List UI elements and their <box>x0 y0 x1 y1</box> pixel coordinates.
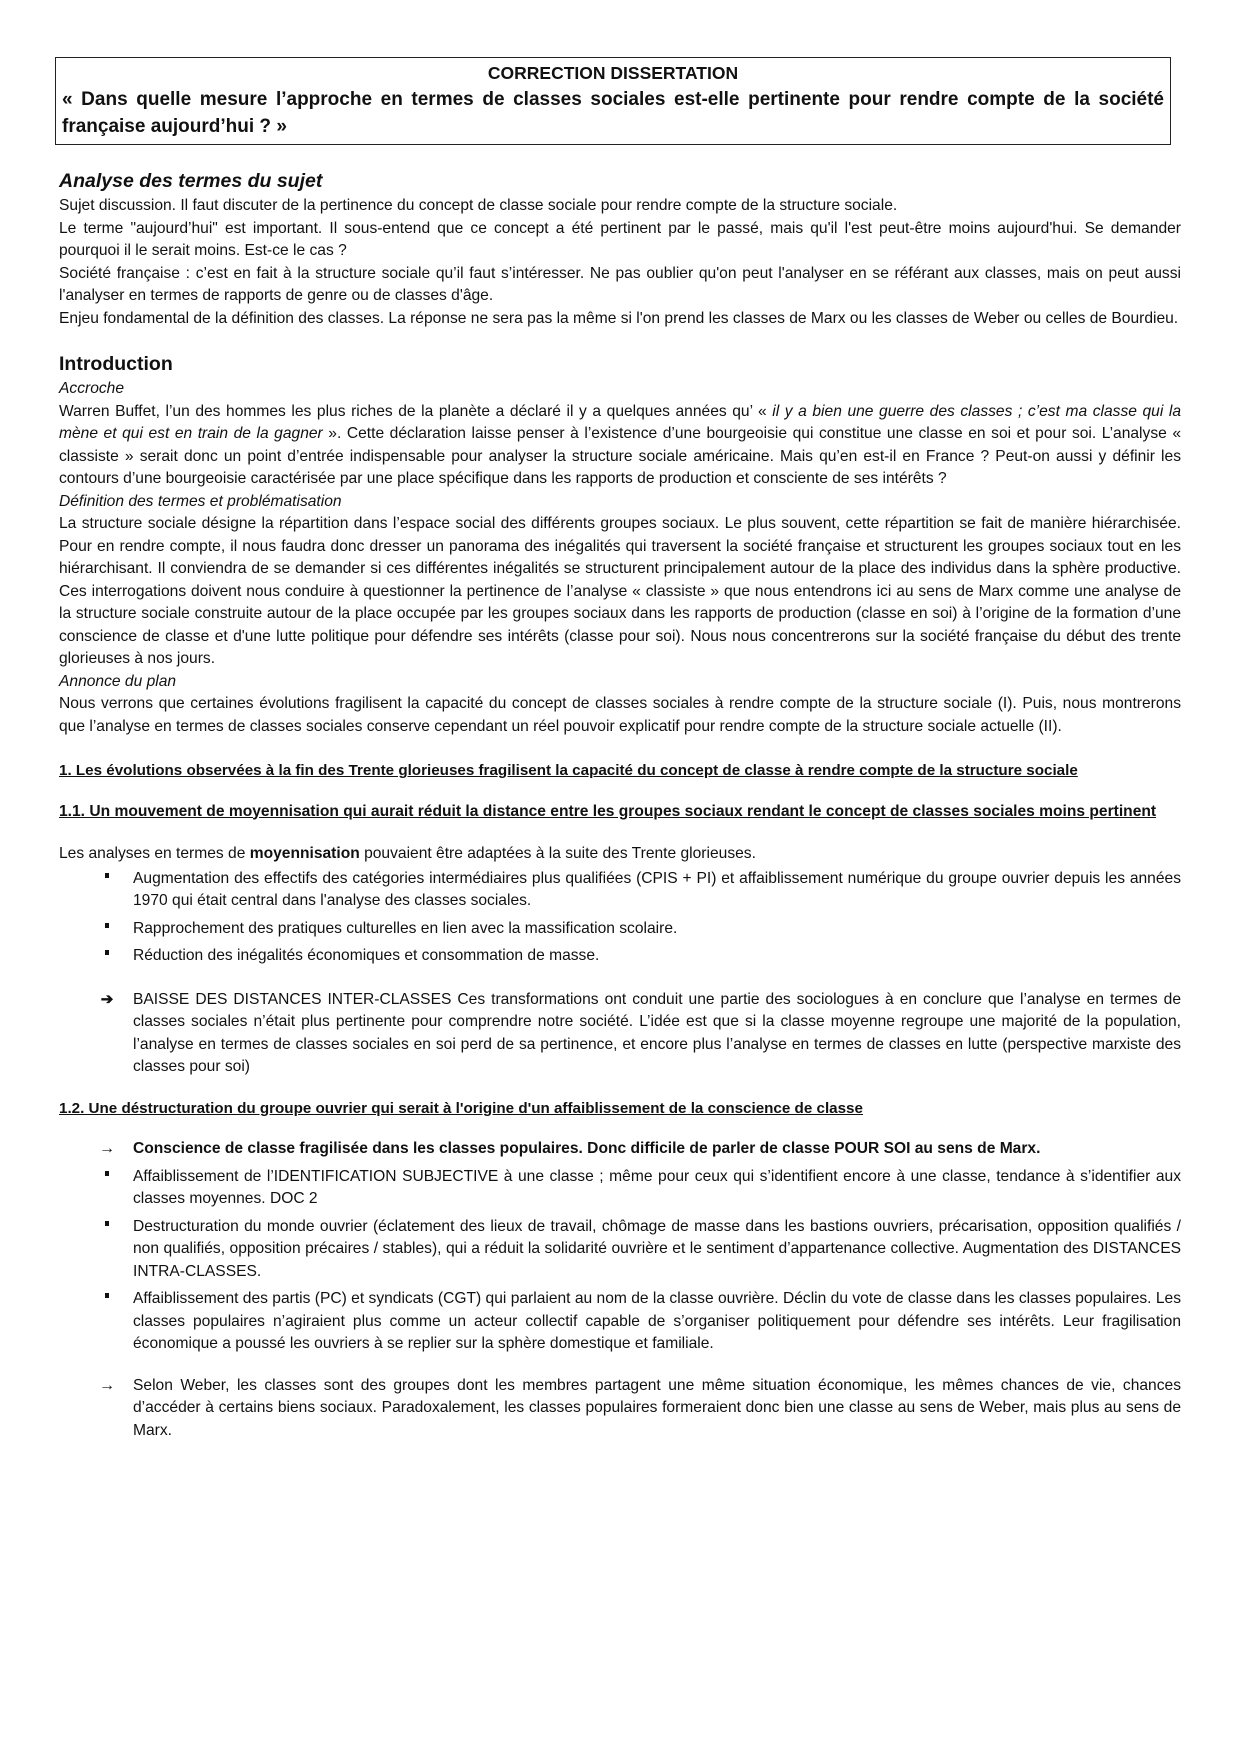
bullet-text: Affaiblissement de l’IDENTIFICATION SUBJECTIVE à une classe ; même pour ceux qui s’identifient encore à une classe, tendance à s’identifier aux classes moyennes. DOC 2 <box>133 1167 1181 1207</box>
square-bullet-icon <box>97 1166 117 1189</box>
lead-item <box>59 1138 1181 1161</box>
analyse-paragraph: Sujet discussion. Il faut discuter de la pertinence du concept de classe sociale pour rendre compte de la structure sociale. <box>59 197 898 214</box>
definition-label: Définition des termes et problématisation <box>59 492 342 510</box>
destructuration-bullets <box>59 1166 1181 1356</box>
conclusion-text: BAISSE DES DISTANCES INTER-CLASSES Ces transformations ont conduit une partie des sociologues à en conclure que l’analyse en termes de classes sociales n’était plus pertinente pour comprendre notre société. L’idée est que si la classe moyenne regroupe une majorité de la population, l’analyse en termes de classes sociales en soi perd de sa pertinence, et encore plus l’analyse en termes de classes en lutte (perspective marxiste des classes pour soi) <box>133 990 1181 1075</box>
conclusion-item <box>59 989 1181 1079</box>
list-item <box>59 918 1181 941</box>
dissertation-question: « Dans quelle mesure l’approche en termes de classes sociales est-elle pertinente pour rendre compte de la société française aujourd’hui ? » <box>62 89 1164 137</box>
square-bullet-icon <box>97 1216 117 1239</box>
plan-paragraph: Nous verrons que certaines évolutions fragilisent la capacité du concept de classes sociales à rendre compte de la structure sociale (I). Puis, nous montrerons que l’analyse en termes de classes sociales conserve cependant un réel pouvoir explicatif pour rendre compte de la structure sociale actuelle (II). <box>59 695 1181 735</box>
weber-text: Selon Weber, les classes sont des groupes dont les membres partagent une même situation économique, les mêmes chances de vie, chances d’accéder à certains biens sociaux. Paradoxalement, les classes populaires formeraient donc bien une classe au sens de Weber, mais plus au sens de Marx. <box>133 1376 1181 1439</box>
square-bullet-icon <box>97 918 117 941</box>
bullet-text: Destructuration du monde ouvrier (éclatement des lieux de travail, chômage de masse dans les bastions ouvriers, précarisation, opposition qualifiés / non qualifiés, opposition précaires / stables), qui a réduit la solidarité ouvrière et le sentiment d’appartenance collective. Augmentation des DISTANCES INTRA-CLASSES. <box>133 1217 1181 1280</box>
definition-paragraph: La structure sociale désigne la répartition dans l’espace social des différents groupes sociaux. Le plus souvent, cette répartition se fait de manière hiérarchisée. Pour en rendre compte, il nous faudra donc dresser un panorama des inégalités qui traversent la société française et structurent les groupes sociaux tout en les hiérarchisant. Il conviendra de se demander si ces différentes inégalités se structurent principalement autour de la place des individus dans la sphère productive. Ces interrogations doivent nous conduire à questionner la pertinence de l’analyse « classiste » que nous entendrons ici au sens de Marx comme une analyse de la structure sociale construite autour de la place occupée par les groupes sociaux dans les rapports de production (classe en soi) à l’origine de la formation d’une conscience de classe et d'une lutte politique pour défendre ses intérêts (classe pour soi). Nous nous concentrerons sur la société française du début des trente glorieuses à nos jours. <box>59 515 1181 667</box>
square-bullet-icon <box>97 868 117 891</box>
bullet-text: Affaiblissement des partis (PC) et syndicats (CGT) qui parlaient au nom de la classe ouvrière. Déclin du vote de classe dans les classes populaires. Les classes populaires n’agiraient plus comme un acteur collectif capable de s’organiser politiquement pour défendre ses intérêts. Leur fragilisation économique a poussé les ouvriers à se replier sur la sphère domestique et familiale. <box>133 1290 1181 1352</box>
square-bullet-icon <box>97 1288 117 1311</box>
arrow-icon: → <box>99 1376 115 1394</box>
square-bullet-icon <box>97 945 117 968</box>
moyennisation-term: moyennisation <box>249 845 360 862</box>
analyse-paragraph: Le terme "aujourd’hui" est important. Il sous-entend que ce concept a été pertinent par le passé, mais qu'il l'est peut-être moins aujourd'hui. Se demander pourquoi il le serait moins. Est-ce le cas ? <box>59 219 1181 259</box>
moyennisation-bullets <box>59 868 1181 968</box>
part1-heading: 1. Les évolutions observées à la fin des Trente glorieuses fragilisent la capacité du concept de classe à rendre compte de la structure sociale <box>59 762 1078 779</box>
moyennisation-intro <box>59 843 1181 866</box>
intro-text: Les analyses en termes de <box>59 845 250 862</box>
plan-label: Annonce du plan <box>59 672 177 690</box>
intro-text-after: pouvaient être adaptées à la suite des Trente glorieuses. <box>359 845 756 862</box>
weber-item <box>59 1375 1181 1443</box>
list-item <box>59 1288 1181 1356</box>
bullet-text: Réduction des inégalités économiques et consommation de masse. <box>133 947 600 964</box>
list-item <box>59 945 1181 968</box>
lead-text: Conscience de classe fragilisée dans les classes populaires. Donc difficile de parler de classe POUR SOI au sens de Marx. <box>133 1140 1041 1157</box>
accroche-text-after: ». Cette déclaration laisse penser à l’existence d’une bourgeoisie qui constitue une classe en soi et pour soi. L’analyse « classiste » serait donc un point d’entrée indispensable pour analyser la structure sociale américaine. Mais qu’en est-il en France ? Peut-on aussi y définir les contours d’une bourgeoisie caractérisée par une place spécifique dans les rapports de production et consciente de ses intérêts ? <box>59 425 1182 487</box>
title-box <box>55 57 1171 145</box>
list-item <box>59 1166 1181 1211</box>
part1-2-heading: 1.2. Une déstructuration du groupe ouvrier qui serait à l'origine d'un affaiblissement de la conscience de classe <box>59 1099 863 1117</box>
bullet-text: Rapprochement des pratiques culturelles en lien avec la massification scolaire. <box>133 919 678 937</box>
list-item <box>59 868 1181 913</box>
part1-1-heading: 1.1. Un mouvement de moyennisation qui aurait réduit la distance entre les groupes sociaux rendant le concept de classes sociales moins pertinent <box>59 802 1157 820</box>
list-item <box>59 1216 1181 1284</box>
arrow-icon: → <box>99 1140 115 1157</box>
analyse-paragraph: Société française : c’est en fait à la structure sociale qu’il faut s’intéresser. Ne pas oublier qu'on peut l'analyser en se référant aux classes, mais on peut aussi l'analyser en termes de rapports de genre ou de classes d'âge. <box>59 264 1181 304</box>
analyse-paragraph: Enjeu fondamental de la définition des classes. La réponse ne sera pas la même si l'on prend les classes de Marx ou les classes de Weber ou celles de Bourdieu. <box>59 309 1179 327</box>
accroche-paragraph <box>59 401 1181 491</box>
document-page <box>59 57 1181 1447</box>
document-label: CORRECTION DISSERTATION <box>487 63 739 83</box>
accroche-text: Warren Buffet, l’un des hommes les plus riches de la planète a déclaré il y a quelques années qu’ « <box>59 402 773 420</box>
buffett-quote: il y a bien une guerre des classes ; c’est ma classe qui la mène et qui est en train de la gagner <box>59 402 1181 442</box>
bullet-text: Augmentation des effectifs des catégories intermédiaires plus qualifiées (CPIS + PI) et affaiblissement numérique du groupe ouvrier depuis les années 1970 qui était central dans l'analyse des classes sociales. <box>133 869 1181 909</box>
accroche-label: Accroche <box>59 380 125 397</box>
analyse-heading: Analyse des termes du sujet <box>59 170 323 192</box>
introduction-heading: Introduction <box>59 353 173 375</box>
bold-arrow-icon: ➔ <box>100 990 114 1008</box>
